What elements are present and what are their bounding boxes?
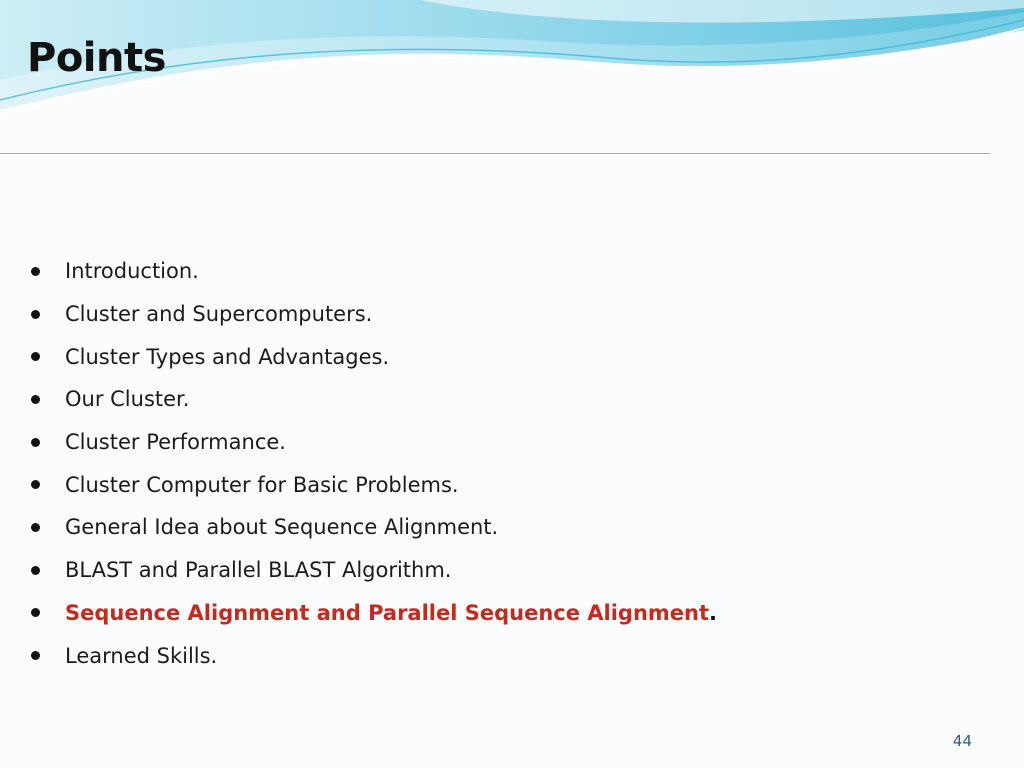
bullet-item xyxy=(28,250,717,293)
bullet-icon xyxy=(31,651,40,660)
bullet-icon xyxy=(31,523,40,532)
bullet-icon xyxy=(31,310,40,319)
bullet-text-suffix: . xyxy=(709,600,718,625)
title-divider xyxy=(0,153,990,154)
bullet-icon xyxy=(31,438,40,447)
bullet-item xyxy=(28,293,717,336)
bullet-text: BLAST and Parallel BLAST Algorithm. xyxy=(65,558,452,583)
bullet-text: Cluster Computer for Basic Problems. xyxy=(65,472,459,497)
bullet-icon xyxy=(31,480,40,489)
bullet-item xyxy=(28,463,717,506)
bullet-list xyxy=(28,250,717,677)
bullet-item-highlighted xyxy=(28,592,717,635)
bullet-text: Our Cluster. xyxy=(65,387,190,412)
bullet-text: Introduction. xyxy=(65,259,199,284)
bullet-item xyxy=(28,506,717,549)
bullet-icon xyxy=(31,566,40,575)
bullet-text: General Idea about Sequence Alignment. xyxy=(65,515,499,540)
bullet-text: Cluster and Supercomputers. xyxy=(65,302,373,327)
bullet-item xyxy=(28,421,717,464)
bullet-icon xyxy=(31,352,40,361)
slide-title: Points xyxy=(27,35,166,81)
bullet-item xyxy=(28,634,717,677)
page-number: 44 xyxy=(952,732,972,750)
bullet-icon xyxy=(31,395,40,404)
bullet-item xyxy=(28,378,717,421)
bullet-text: Learned Skills. xyxy=(65,643,218,668)
bullet-text: Cluster Types and Advantages. xyxy=(65,344,390,369)
bullet-text: Cluster Performance. xyxy=(65,430,286,455)
bullet-item xyxy=(28,549,717,592)
bullet-icon xyxy=(31,608,40,617)
bullet-item xyxy=(28,335,717,378)
bullet-text-highlighted: Sequence Alignment and Parallel Sequence Alignment xyxy=(65,600,710,625)
bullet-icon xyxy=(31,267,40,276)
